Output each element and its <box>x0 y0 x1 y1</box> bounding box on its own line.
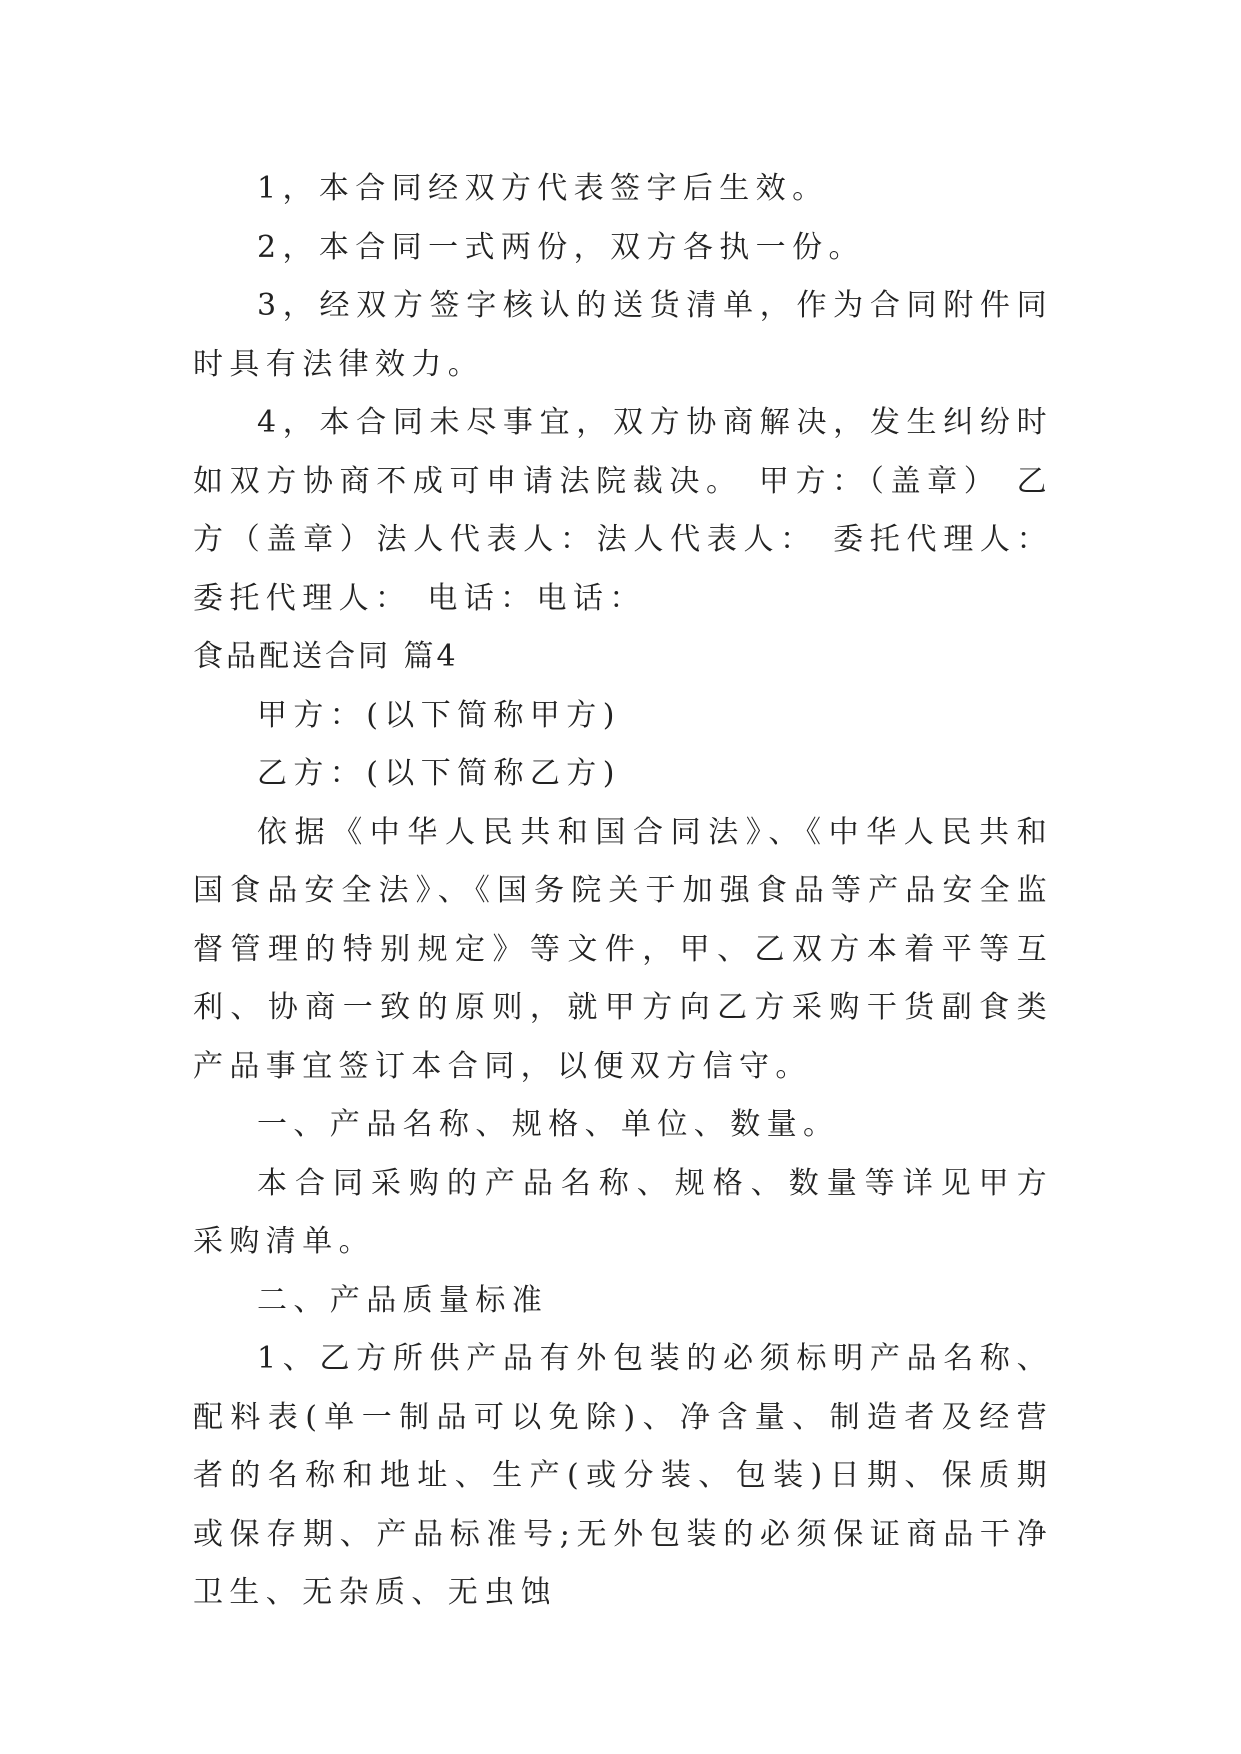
document-body <box>193 160 1053 1623</box>
party-b-line: 乙方：(以下简称乙方) <box>257 756 621 791</box>
preamble-paragraph: 依据《中华人民共和国合同法》、《中华人民共和国食品安全法》、《国务院关于加强食品等产品安全监督管理的特别规定》等文件，甲、乙双方本着平等互利、协商一致的原则，就甲方向乙方采购干货副食类产品事宜签订本合同，以便双方信守。 <box>193 814 1053 1084</box>
party-a-line: 甲方：(以下简称甲方) <box>257 697 621 733</box>
article-2-clause-1-paragraph: 1、乙方所供产品有外包装的必须标明产品名称、配料表(单一制品可以免除)、净含量、制造者及经营者的名称和地址、生产(或分装、包装)日期、保质期或保存期、产品标准号;无外包装的必须保证商品干净卫生、无杂质、无虫蚀 <box>193 1341 1053 1610</box>
article-1-paragraph: 本合同采购的产品名称、规格、数量等详见甲方采购清单。 <box>193 1165 1053 1259</box>
article-1-heading: 一、产品名称、规格、单位、数量。 <box>257 1107 840 1142</box>
clause-1-paragraph: 1，本合同经双方代表签字后生效。 <box>257 171 829 206</box>
clause-2-paragraph: 2，本合同一式两份，双方各执一份。 <box>257 229 865 265</box>
clause-4-paragraph: 4，本合同未尽事宜，双方协商解决，发生纠纷时如双方协商不成可申请法院裁决。 甲方：（盖章） 乙方（盖章）法人代表人：法人代表人： 委托代理人：委托代理人： 电话：电话： <box>193 405 1053 616</box>
section-heading: 食品配送合同 篇4 <box>193 639 459 674</box>
clause-3-paragraph: 3，经双方签字核认的送货清单，作为合同附件同时具有法律效力。 <box>193 288 1053 382</box>
article-2-heading: 二、产品质量标准 <box>257 1282 549 1318</box>
